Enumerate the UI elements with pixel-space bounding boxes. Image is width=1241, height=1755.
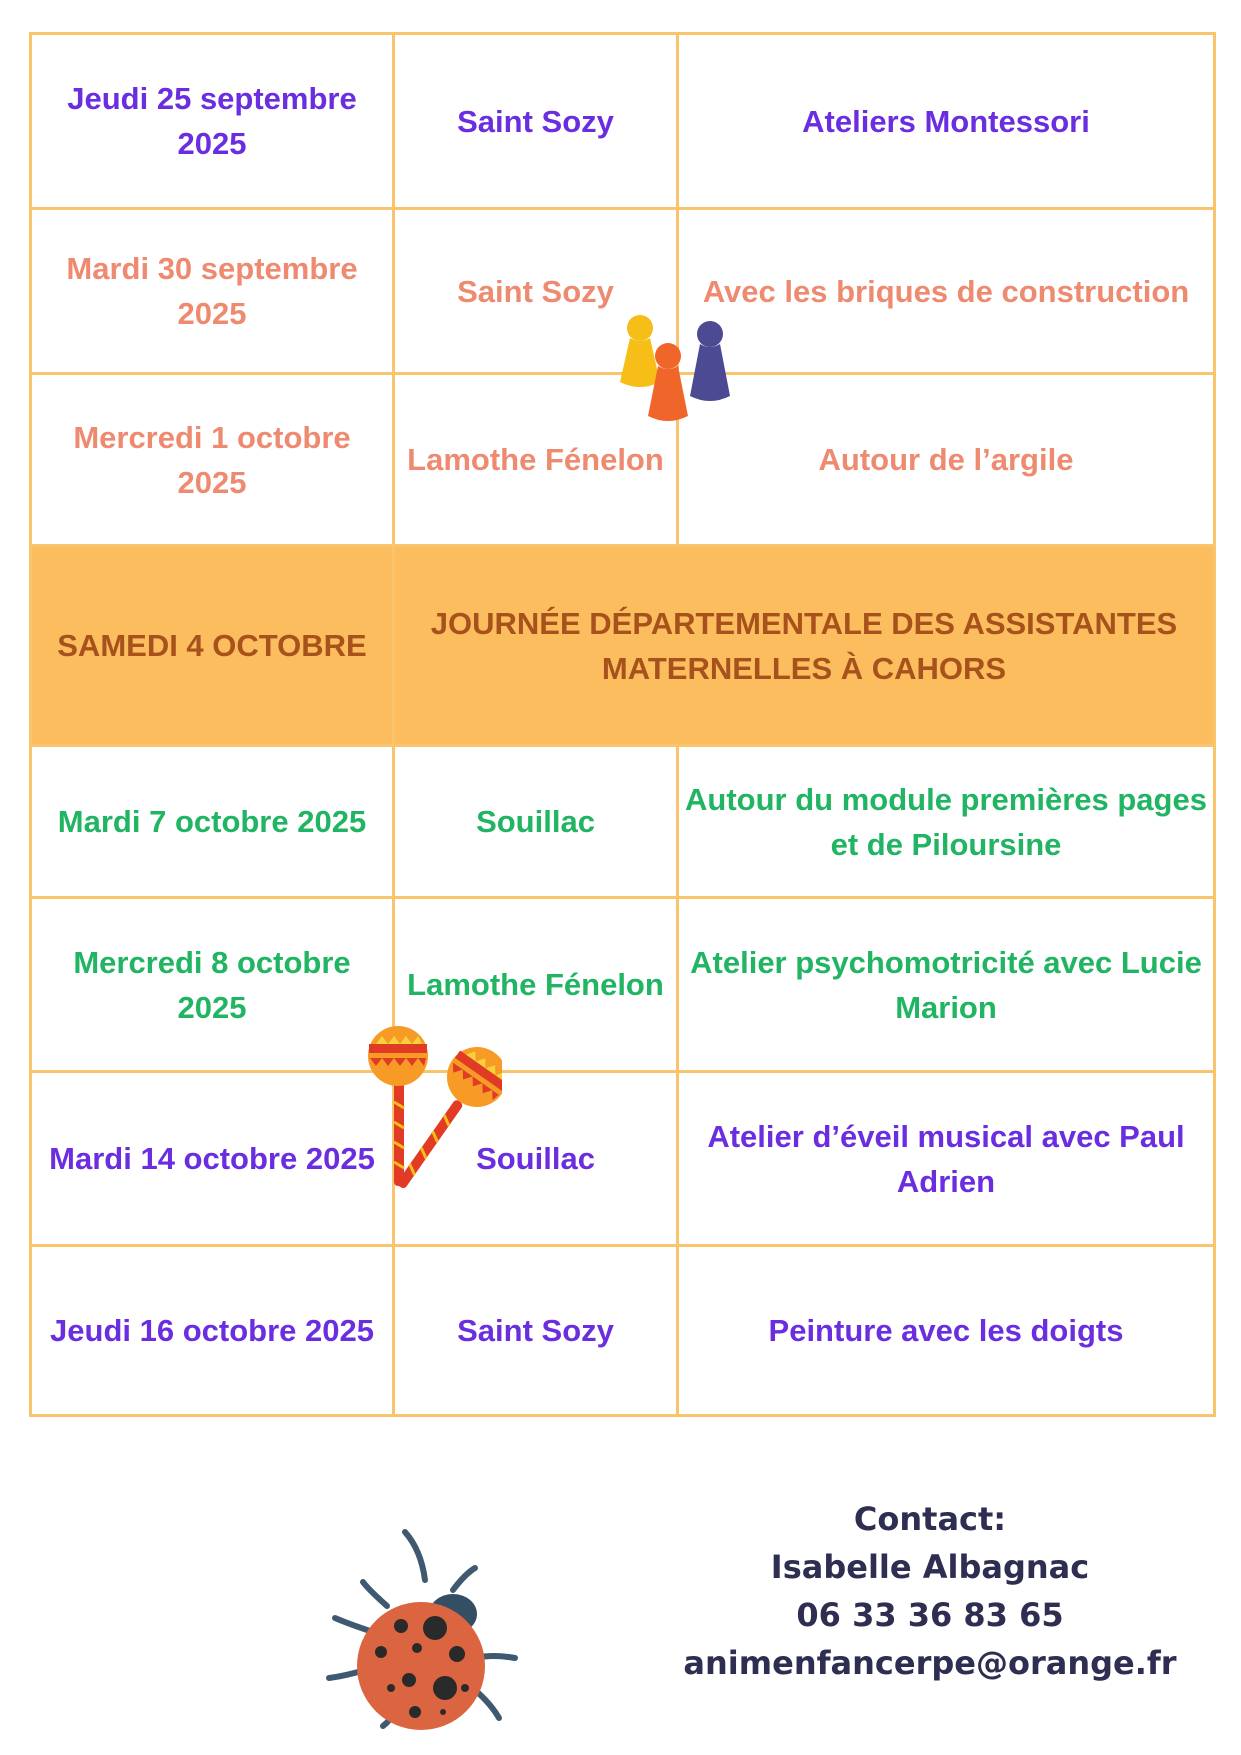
banner-title: JOURNÉE DÉPARTEMENTALE DES ASSISTANTES MATERNELLES À CAHORS	[394, 546, 1215, 746]
event-activity: Avec les briques de construction	[678, 209, 1215, 374]
table-row	[31, 34, 1215, 209]
event-activity: Ateliers Montessori	[678, 34, 1215, 209]
event-activity: Autour du module premières pages et de Piloursine	[678, 746, 1215, 898]
maracas-icon	[352, 1022, 502, 1212]
event-date: Jeudi 16 octobre 2025	[31, 1246, 394, 1416]
table-row	[31, 1246, 1215, 1416]
event-date: Mardi 14 octobre 2025	[31, 1072, 394, 1246]
event-date: Mardi 7 octobre 2025	[31, 746, 394, 898]
event-date: Mercredi 1 octobre 2025	[31, 374, 394, 546]
event-place: Saint Sozy	[394, 1246, 678, 1416]
event-date: Jeudi 25 septembre 2025	[31, 34, 394, 209]
game-pawns-icon	[616, 310, 736, 428]
contact-email: animenfancerpe@orange.fr	[683, 1644, 1177, 1682]
contact-heading: Contact:	[853, 1500, 1007, 1538]
banner-row	[31, 546, 1215, 746]
event-place: Souillac	[394, 746, 678, 898]
ladybug-icon	[325, 1520, 525, 1730]
event-activity: Peinture avec les doigts	[678, 1246, 1215, 1416]
table-row	[31, 1072, 1215, 1246]
contact-name: Isabelle Albagnac	[770, 1548, 1090, 1586]
contact-phone: 06 33 36 83 65	[796, 1596, 1064, 1634]
event-date: Mardi 30 septembre 2025	[31, 209, 394, 374]
table-row	[31, 898, 1215, 1072]
event-activity: Autour de l’argile	[678, 374, 1215, 546]
contact-block	[640, 1495, 1220, 1687]
banner-date: SAMEDI 4 OCTOBRE	[31, 546, 394, 746]
event-place: Lamothe Fénelon	[394, 898, 678, 1072]
event-place: Saint Sozy	[394, 209, 678, 374]
event-activity: Atelier d’éveil musical avec Paul Adrien	[678, 1072, 1215, 1246]
schedule-table	[29, 32, 1216, 1417]
event-place: Souillac	[394, 1072, 678, 1246]
table-row	[31, 746, 1215, 898]
event-place: Lamothe Fénelon	[394, 374, 678, 546]
event-date: Mercredi 8 octobre 2025	[31, 898, 394, 1072]
event-place: Saint Sozy	[394, 34, 678, 209]
event-activity: Atelier psychomotricité avec Lucie Marion	[678, 898, 1215, 1072]
